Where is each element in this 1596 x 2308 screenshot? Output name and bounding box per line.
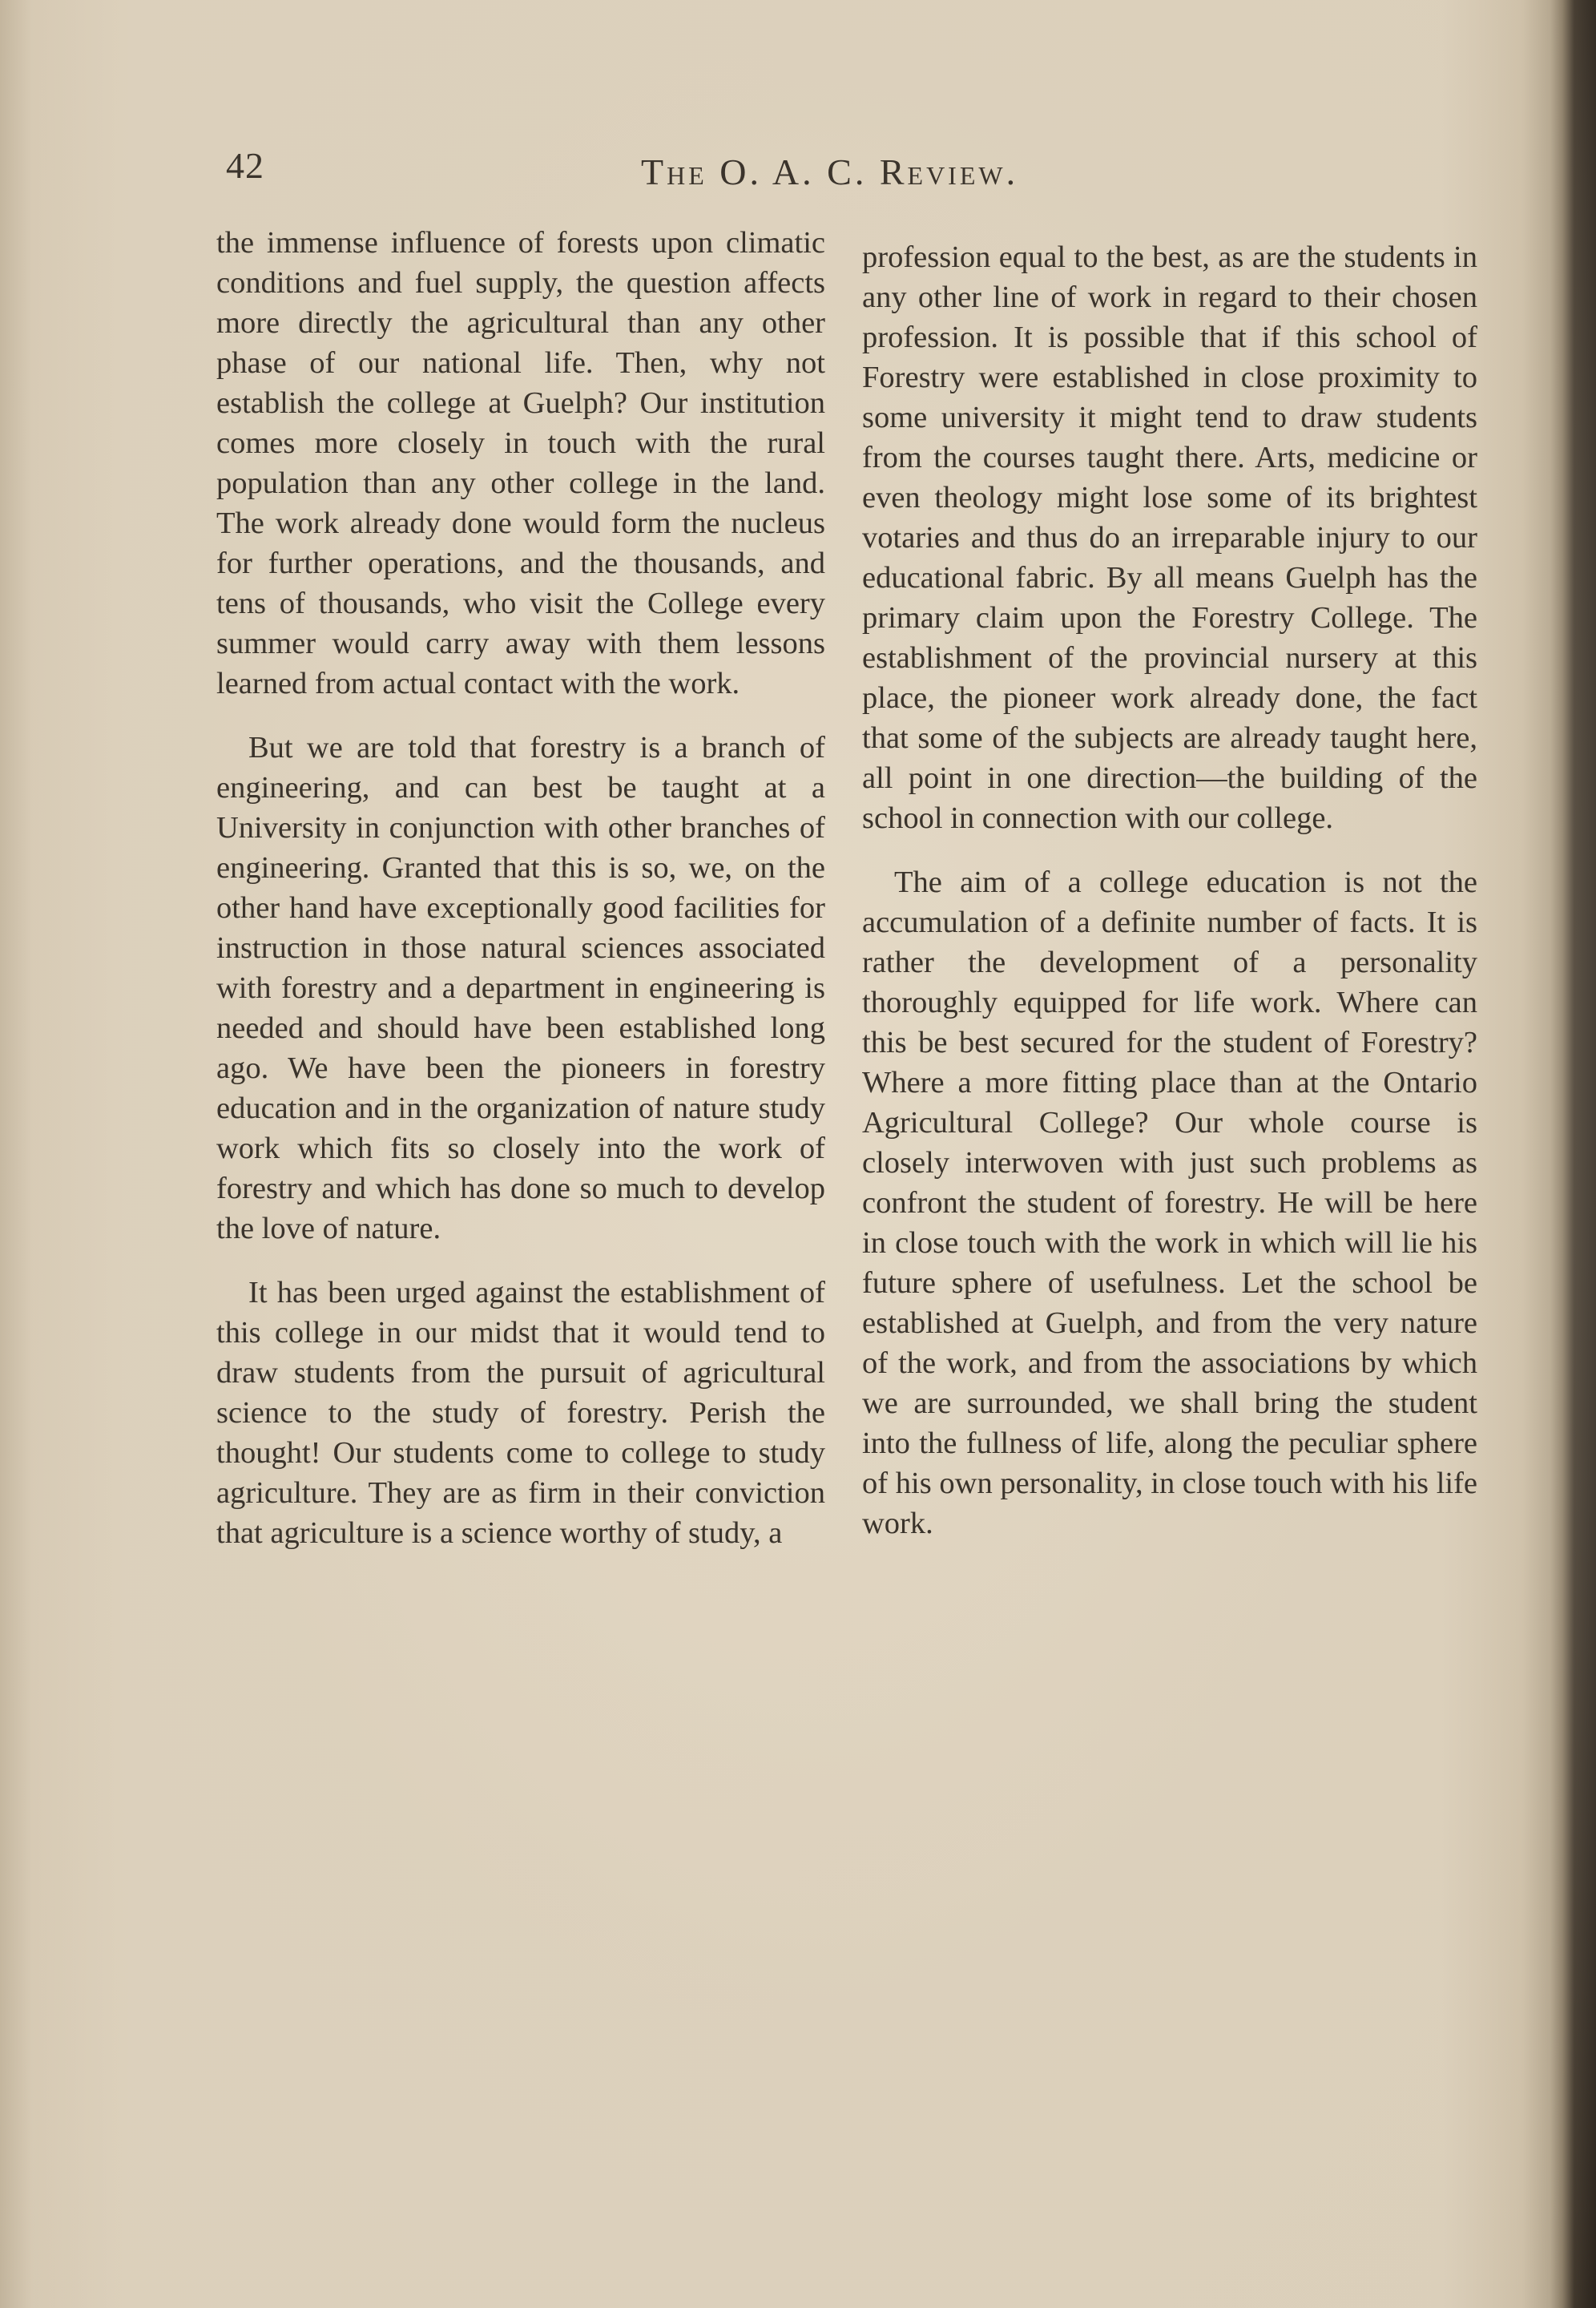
right-paragraph-2: The aim of a college education is not the accumulation of a definite number of facts. It is rather the development of a personality thoroughly equipped for life work. Where can this be best secured for the student of Forestry? Where a more fitting place than at the Ontario Agricultural College? Our whole course is closely interwoven with just such problems as confront the student of forestry. He will be here in close touch with the work in which will lie his future sphere of usefulness. Let the school be established at Guelph, and from the very nature of the work, and from the associations by which we are surrounded, we shall bring the student into the fullness of life, along the peculiar sphere of his own personality, in close touch with his life work. (862, 866, 1477, 1540)
right-column (862, 237, 1477, 1568)
page-number: 42 (226, 145, 264, 186)
running-title: The O. A. C. Review. (641, 151, 1019, 192)
right-paragraph-1: profession equal to the best, as are the students in any other line of work in regard to their chosen profession. It is possible that if this school of Forestry were established in close proximity to some university it might tend to draw students from the courses taught there. Arts, medicine or even theology might lose some of its brightest votaries and thus do an irreparable injury to our educational fabric. By all means Guelph has the primary claim upon the Forestry College. The establishment of the provincial nursery at this place, the pioneer work already done, the fact that some of the subjects are already taught here, all point in one direction—the building of the school in connection with our college. (862, 240, 1477, 835)
left-paragraph-1: the immense influence of forests upon climatic conditions and fuel supply, the question affects more directly the agricultural than any other phase of our national life. Then, why not establish the college at Guelph? Our institution comes more closely in touch with the rural population than any other college in the land. The work already done would form the nucleus for further operations, and the thousands, and tens of thousands, who visit the College every summer would carry away with them lessons learned from actual contact with the work. (216, 226, 825, 700)
left-column (216, 223, 825, 1577)
page-header (0, 144, 1596, 200)
left-paragraph-2: But we are told that forestry is a branch of engineering, and can best be taught at a University in conjunction with other branches of engineering. Granted that this is so, we, on the other hand have exceptionally good facilities for instruction in those natural sciences associated with forestry and a department in engineering is needed and should have been established long ago. We have been the pioneers in forestry education and in the organization of nature study work which fits so closely into the work of forestry and which has done so much to develop the love of nature. (216, 731, 825, 1245)
left-paragraph-3: It has been urged against the establishment of this college in our midst that it would tend to draw students from the pursuit of agricultural science to the study of forestry. Perish the thought! Our students come to college to study agriculture. They are as firm in their conviction that agriculture is a science worthy of study, a (216, 1276, 825, 1550)
